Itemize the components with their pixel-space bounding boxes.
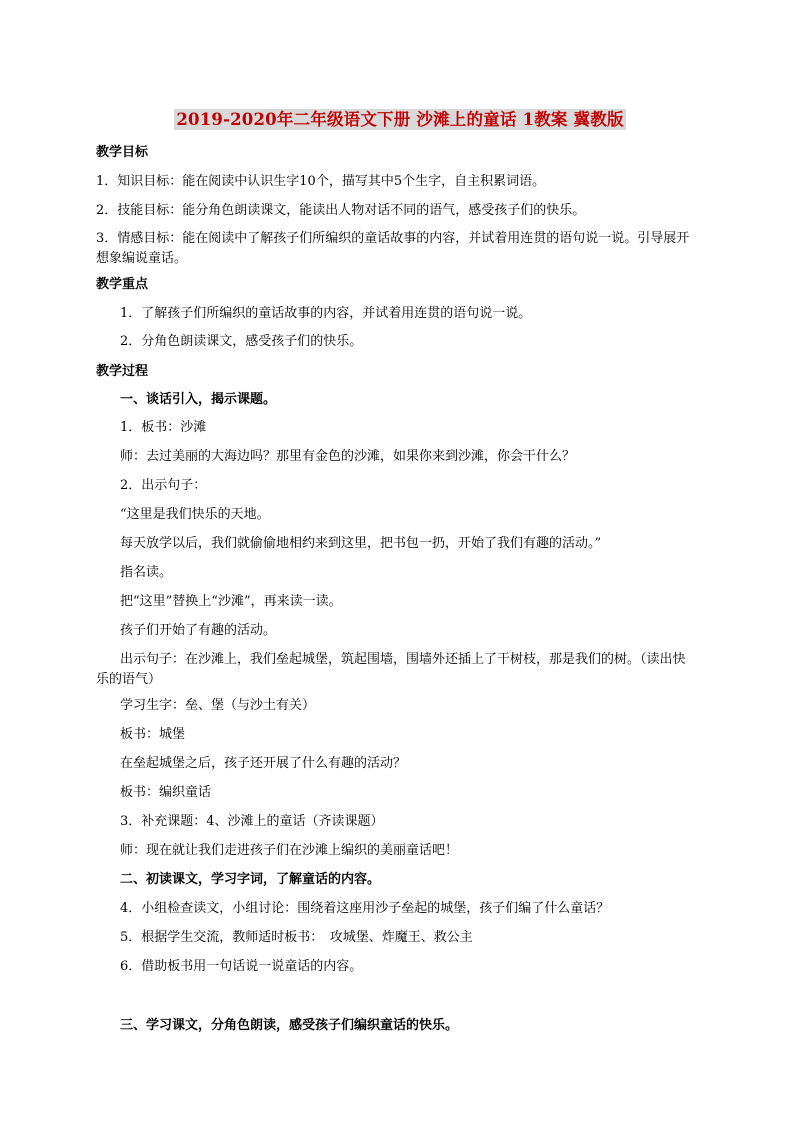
process-line: 3．补充课题：4、沙滩上的童话（齐读课题） <box>120 814 384 829</box>
process-line: “这里是我们快乐的天地。 <box>120 507 270 522</box>
process-step-heading: 一、谈话引入，揭示课题。 <box>120 392 277 407</box>
process-line: 在垒起城堡之后，孩子还开展了什么有趣的活动？ <box>120 756 407 771</box>
process-line: 指名读。 <box>120 565 173 580</box>
process-line: 1．板书：沙滩 <box>120 420 207 435</box>
process-line: 6．借助板书用一句话说一说童话的内容。 <box>120 959 363 974</box>
process-line: 4．小组检查读文，小组讨论：围绕着这座用沙子垒起的城堡，孩子们编了什么童话？ <box>120 901 610 916</box>
process-line: 出示句子：在沙滩上，我们垒起城堡，筑起围墙，围墙外还插上了干树枝，那是我们的树。（读出快乐的语气） <box>96 652 686 687</box>
process-line: 把“这里”替换上“沙滩”，再来读一读。 <box>120 594 342 609</box>
document-title <box>0 106 800 130</box>
goal-item: 2．技能目标：能分角色朗读课文，能读出人物对话不同的语气，感受孩子们的快乐。 <box>96 203 586 218</box>
process-line: 师：现在就让我们走进孩子们在沙滩上编织的美丽童话吧！ <box>120 843 459 858</box>
process-heading: 教学过程 <box>96 364 149 379</box>
process-step-heading: 二、初读课文，学习字词，了解童话的内容。 <box>120 872 381 887</box>
process-line: 板书：编织童话 <box>120 785 212 800</box>
process-line: 师：去过美丽的大海边吗？那里有金色的沙滩，如果你来到沙滩，你会干什么？ <box>120 449 576 464</box>
goals-heading: 教学目标 <box>96 145 149 160</box>
process-line: 每天放学以后，我们就偷偷地相约来到这里，把书包一扔，开始了我们有趣的活动。” <box>120 536 602 551</box>
process-line: 孩子们开始了有趣的活动。 <box>120 623 277 638</box>
process-step-heading: 三、学习课文，分角色朗读，感受孩子们编织童话的快乐。 <box>120 1018 459 1033</box>
process-line: 学习生字：垒、堡（与沙土有关） <box>120 698 316 713</box>
process-line: 板书：城堡 <box>120 727 186 742</box>
keypoints-heading: 教学重点 <box>96 277 149 292</box>
process-line: 5．根据学生交流，教师适时板书： 攻城堡、炸魔王、救公主 <box>120 930 473 945</box>
title-text: 2019-2020年二年级语文下册 沙滩上的童话 1教案 冀教版 <box>176 110 624 129</box>
goal-item: 1．知识目标：能在阅读中认识生字10个，描写其中5个生字，自主积累词语。 <box>96 174 546 189</box>
process-line: 2．出示句子： <box>120 478 207 493</box>
keypoint-item: 2．分角色朗读课文，感受孩子们的快乐。 <box>120 334 363 349</box>
goal-item: 3．情感目标：能在阅读中了解孩子们所编织的童话故事的内容，并试着用连贯的语句说一说。引导展开想象编说童话。 <box>96 231 690 266</box>
keypoint-item: 1．了解孩子们所编织的童话故事的内容，并试着用连贯的语句说一说。 <box>120 306 532 321</box>
